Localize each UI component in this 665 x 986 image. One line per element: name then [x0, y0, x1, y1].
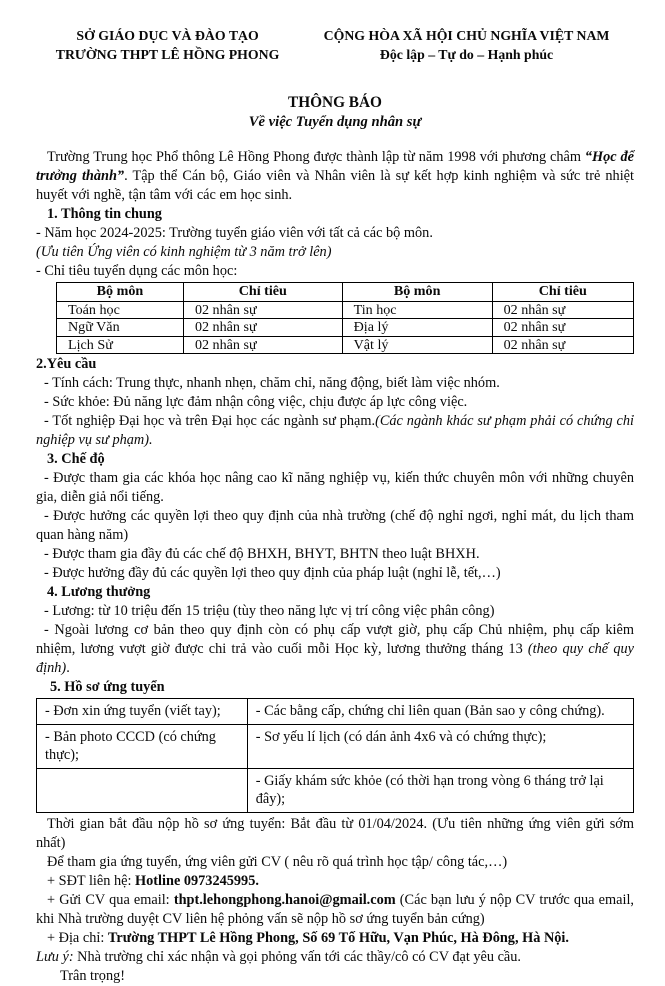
- table-row: [37, 699, 634, 725]
- intro-text-1: Trường Trung học Phổ thông Lê Hồng Phong được thành lập từ năm 1998 với phương châm: [47, 149, 585, 165]
- section1-line-quota: - Chỉ tiêu tuyển dụng các môn học:: [36, 263, 238, 279]
- document-subtitle: Về việc Tuyển dụng nhân sự: [248, 114, 422, 130]
- school-name: TRƯỜNG THPT LÊ HỒNG PHONG: [55, 47, 280, 62]
- allowances-period: .: [66, 660, 70, 676]
- column-header: Bộ môn: [57, 283, 184, 302]
- email-line: [36, 891, 634, 929]
- subject-cell: Tin học: [342, 301, 492, 319]
- table-row: [37, 725, 634, 769]
- dossier-cell: - Đơn xin ứng tuyển (viết tay);: [37, 699, 248, 725]
- degree-note: (Các ngành khác sư phạm phải có chứng chỉ nghiệp vụ sư phạm).: [36, 413, 635, 448]
- email-label: + Gửi CV qua email:: [47, 892, 174, 908]
- section2-bullet-degree: [36, 412, 634, 450]
- degree-text: - Tốt nghiệp Đại học và trên Đại học các ngành sư phạm.: [44, 413, 376, 429]
- allowances-note: (theo quy chế quy định): [36, 641, 634, 676]
- column-header: Chỉ tiêu: [183, 283, 342, 302]
- section5-heading: 5. Hồ sơ ứng tuyển: [50, 679, 165, 695]
- address-label: + Địa chỉ:: [47, 930, 108, 946]
- subject-cell: Vật lý: [342, 336, 492, 354]
- dossier-cell-empty: [37, 769, 248, 813]
- email-note: (Các bạn lưu ý nộp CV trước qua email, khi Nhà trường duyệt CV liên hệ phỏng vấn sẽ nộp hồ sơ ứng tuyển bản cứng): [36, 892, 635, 927]
- table-row: [57, 336, 634, 354]
- note-label: Lưu ý:: [36, 949, 74, 965]
- table-row: [37, 769, 634, 813]
- subject-cell: Ngữ Văn: [57, 319, 184, 337]
- section3-bullet-benefits: - Được hưởng các quyền lợi theo quy định của nhà trường (chế độ nghỉ ngơi, nghỉ mát, du lịch tham quan hàng năm): [36, 508, 634, 543]
- quota-cell: 02 nhân sự: [183, 319, 342, 337]
- subject-cell: Lịch Sử: [57, 336, 184, 354]
- dossier-table: [36, 698, 634, 813]
- allowances-text: - Ngoài lương cơ bản theo quy định còn có phụ cấp vượt giờ, phụ cấp Chủ nhiệm, phụ cấp kiêm nhiệm, lương vượt giờ được chi trả vào cuối mỗi Học kỳ, lương thưởng tháng 13: [36, 622, 634, 657]
- agency-name: SỞ GIÁO DỤC VÀ ĐÀO TẠO: [76, 28, 259, 43]
- quota-cell: 02 nhân sự: [183, 336, 342, 354]
- section3-heading: 3. Chế độ: [47, 451, 105, 467]
- section1-priority-note: (Ưu tiên Ứng viên có kinh nghiệm từ 3 năm trở lên): [36, 244, 332, 260]
- quota-table-header-row: [57, 283, 634, 302]
- republic-name: CỘNG HÒA XÃ HỘI CHỦ NGHĨA VIỆT NAM: [323, 28, 610, 43]
- hotline-number: Hotline 0973245995.: [135, 873, 259, 889]
- intro-text-2: . Tập thể Cán bộ, Giáo viên và Nhân viên là sự kết hợp kinh nghiệm và sức trẻ nhiệt huyết với nghề, tận tâm với các em học sinh.: [36, 168, 634, 203]
- section2-heading: 2.Yêu cầu: [36, 356, 97, 372]
- section2-bullet-personality: - Tính cách: Trung thực, nhanh nhẹn, chăm chỉ, năng động, biết làm việc nhóm.: [44, 375, 500, 391]
- hotline-label: + SĐT liên hệ:: [47, 873, 136, 889]
- section2-bullet-health: - Sức khỏe: Đủ năng lực đảm nhận công việc, chịu được áp lực công việc.: [44, 394, 468, 410]
- subject-cell: Toán học: [57, 301, 184, 319]
- national-motto-block: [299, 26, 634, 64]
- section4-heading: 4. Lương thưởng: [47, 584, 151, 600]
- quota-cell: 02 nhân sự: [492, 301, 633, 319]
- column-header: Bộ môn: [342, 283, 492, 302]
- note-line: [36, 948, 634, 967]
- subject-cell: Địa lý: [342, 319, 492, 337]
- closing-line: Trân trọng!: [60, 968, 125, 984]
- quota-cell: 02 nhân sự: [492, 336, 633, 354]
- dossier-cell: - Các bằng cấp, chứng chỉ liên quan (Bản sao y công chứng).: [247, 699, 633, 725]
- dossier-cell: - Sơ yếu lí lịch (có dán ảnh 4x6 và có chứng thực);: [247, 725, 633, 769]
- quota-cell: 02 nhân sự: [183, 301, 342, 319]
- column-header: Chỉ tiêu: [492, 283, 633, 302]
- section3-bullet-legal-rights: - Được hưởng đầy đủ các quyền lợi theo quy định của pháp luật (nghỉ lễ, tết,…): [44, 565, 501, 581]
- school-motto: “Học để trưởng thành”: [36, 149, 634, 184]
- application-start-date: Thời gian bắt đầu nộp hồ sơ ứng tuyển: Bắt đầu từ 01/04/2024. (Ưu tiên những ứng viên gửi sớm nhất): [36, 816, 634, 851]
- quota-cell: 02 nhân sự: [492, 319, 633, 337]
- address-value: Trường THPT Lê Hồng Phong, Số 69 Tố Hữu, Vạn Phúc, Hà Đông, Hà Nội.: [107, 930, 569, 946]
- email-address: thpt.lehongphong.hanoi@gmail.com: [173, 892, 396, 908]
- document-header: [36, 26, 634, 64]
- section4-bullet-salary: - Lương: từ 10 triệu đến 15 triệu (tùy theo năng lực vị trí công việc phân công): [44, 603, 495, 619]
- issuing-agency-block: [36, 26, 299, 64]
- section1-heading: 1. Thông tin chung: [47, 206, 162, 222]
- intro-paragraph: [36, 148, 634, 205]
- table-row: [57, 319, 634, 337]
- cv-instruction: Để tham gia ứng tuyển, ứng viên gửi CV ( nêu rõ quá trình học tập/ công tác,…): [47, 854, 508, 870]
- hotline-line: [36, 872, 634, 891]
- dossier-cell: - Giấy khám sức khỏe (có thời hạn trong vòng 6 tháng trở lại đây);: [247, 769, 633, 813]
- section4-bullet-allowances: [36, 621, 634, 678]
- section3-bullet-insurance: - Được tham gia đầy đủ các chế độ BHXH, BHYT, BHTN theo luật BHXH.: [44, 546, 480, 562]
- document-title: THÔNG BÁO: [288, 94, 382, 111]
- dossier-cell: - Bản photo CCCD (có chứng thực);: [37, 725, 248, 769]
- quota-table: [56, 282, 634, 354]
- note-text: Nhà trường chỉ xác nhận và gọi phỏng vấn tới các thầy/cô có CV đạt yêu cầu.: [73, 949, 521, 965]
- section1-line-school-year: - Năm học 2024-2025: Trường tuyển giáo viên với tất cả các bộ môn.: [36, 225, 433, 241]
- national-motto: Độc lập – Tự do – Hạnh phúc: [379, 47, 554, 62]
- address-line: [36, 929, 634, 948]
- section3-bullet-training: - Được tham gia các khóa học nâng cao kĩ năng nghiệp vụ, kiến thức chuyên môn với những chuyên gia, diễn giả nổi tiếng.: [36, 470, 634, 505]
- table-row: [57, 301, 634, 319]
